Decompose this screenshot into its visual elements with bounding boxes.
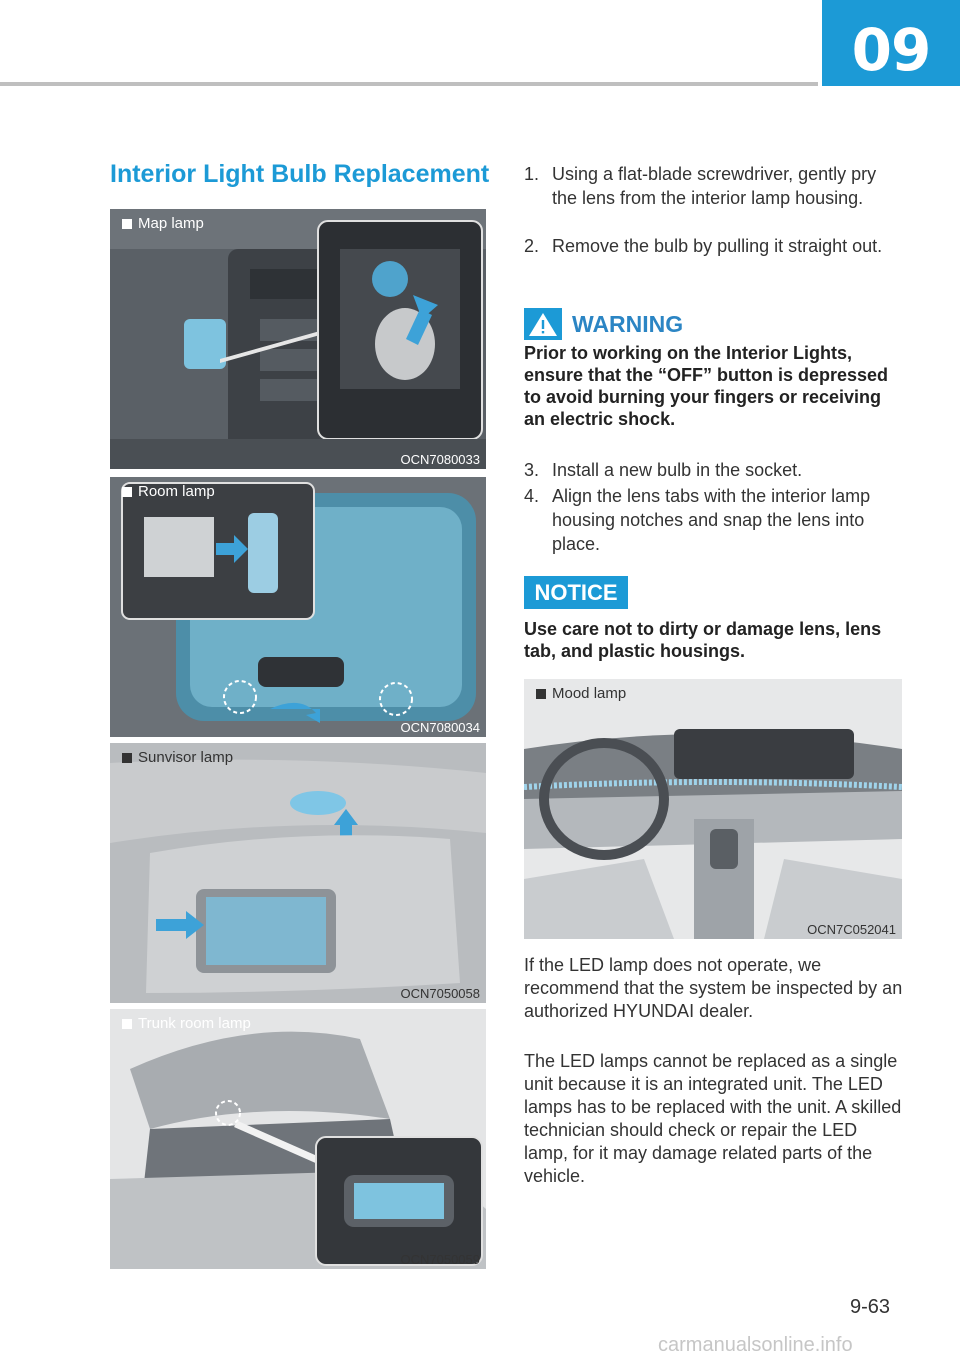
watermark: carmanualsonline.info bbox=[658, 1334, 853, 1356]
bullet-square-icon bbox=[536, 689, 546, 699]
page-number: 9-63 bbox=[850, 1296, 891, 1318]
paragraph-led-replacement: The LED lamps cannot be replaced as a single unit because it is an integrated unit. The LED lamps has to be replaced with the unit. A skilled technician should check or repair the LED lamp, for it may damage related parts of the vehicle. bbox=[524, 1051, 902, 1186]
sunvisor-lamp-illustration bbox=[110, 743, 486, 1003]
figure-code: OCN7050059 bbox=[400, 1252, 480, 1267]
figure-trunk-room-lamp bbox=[110, 1009, 486, 1269]
figure-code: OCN7080033 bbox=[400, 452, 480, 467]
figure-label: Mood lamp bbox=[536, 685, 626, 702]
notice-badge: NOTICE bbox=[524, 576, 628, 609]
figure-room-lamp bbox=[110, 477, 486, 737]
room-lamp-illustration bbox=[110, 477, 486, 737]
header-rule bbox=[0, 82, 818, 86]
map-lamp-illustration bbox=[110, 209, 486, 469]
step-4: 4. Align the lens tabs with the interior lamp housing notches and snap the lens into place. bbox=[524, 486, 871, 554]
step-1: 1. Using a flat-blade screwdriver, gently pry the lens from the interior lamp housing. bbox=[524, 164, 877, 208]
bullet-square-icon bbox=[122, 753, 132, 763]
section-title: Interior Light Bulb Replacement bbox=[110, 160, 490, 188]
warning-title: WARNING bbox=[572, 310, 684, 337]
step-2: 2. Remove the bulb by pulling it straight out. bbox=[524, 236, 883, 256]
mood-lamp-illustration bbox=[524, 679, 902, 939]
figure-sunvisor-lamp bbox=[110, 743, 486, 1003]
step-3: 3. Install a new bulb in the socket. bbox=[524, 460, 803, 480]
trunk-lamp-illustration bbox=[110, 1009, 486, 1269]
figure-label: Room lamp bbox=[122, 483, 215, 500]
figure-code: OCN7080034 bbox=[400, 720, 480, 735]
figure-map-lamp bbox=[110, 209, 486, 469]
paragraph-led-not-operating: If the LED lamp does not operate, we recommend that the system be inspected by an authorized HYUNDAI dealer. bbox=[524, 955, 903, 1021]
bullet-square-icon bbox=[122, 487, 132, 497]
warning-text: Prior to working on the Interior Lights, ensure that the “OFF” button is depressed to avoid burning your fingers or receiving an electric shock. bbox=[524, 343, 889, 429]
figure-label: Trunk room lamp bbox=[122, 1015, 251, 1032]
figure-label: Map lamp bbox=[122, 215, 204, 232]
figure-label: Sunvisor lamp bbox=[122, 749, 233, 766]
warning-heading bbox=[524, 308, 683, 340]
figure-code: OCN7050058 bbox=[400, 986, 480, 1001]
bullet-square-icon bbox=[122, 1019, 132, 1029]
warning-triangle-icon bbox=[524, 308, 562, 340]
notice-text: Use care not to dirty or damage lens, lens tab, and plastic housings. bbox=[524, 619, 882, 661]
figure-mood-lamp bbox=[524, 679, 902, 939]
figure-code: OCN7C052041 bbox=[807, 922, 896, 937]
bullet-square-icon bbox=[122, 219, 132, 229]
chapter-tab: 09 bbox=[822, 0, 960, 86]
